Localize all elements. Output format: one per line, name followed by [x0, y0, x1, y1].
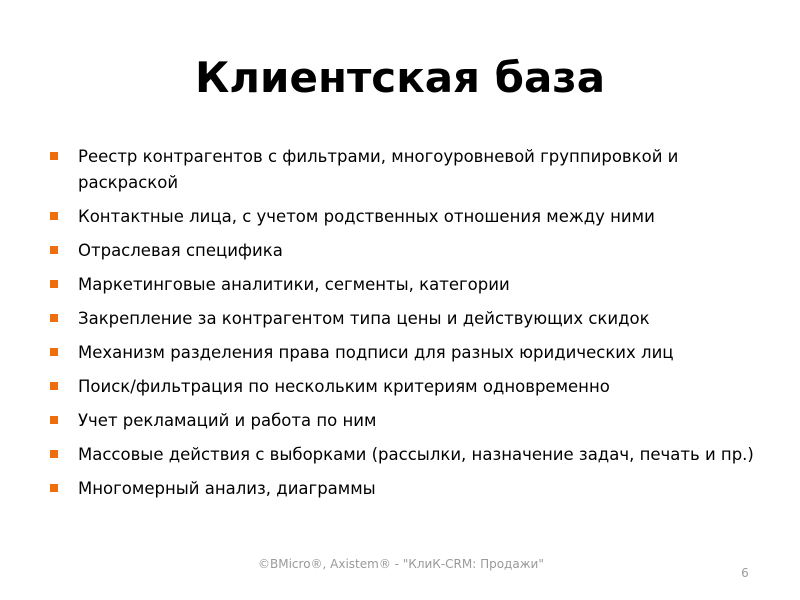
- bullet-item: [48, 442, 760, 468]
- bullet-item: [48, 340, 760, 366]
- slide-title: Клиентская база: [194, 53, 606, 102]
- bullet-text: Многомерный анализ, диаграммы: [78, 479, 376, 498]
- square-bullet-icon: [50, 280, 58, 288]
- footer-copyright: ©BMicro®, Axistem® - "КлиК-CRM: Продажи": [258, 557, 544, 571]
- square-bullet-icon: [50, 314, 58, 322]
- bullet-text: Маркетинговые аналитики, сегменты, категории: [78, 275, 510, 294]
- square-bullet-icon: [50, 416, 58, 424]
- bullet-item: [48, 204, 760, 230]
- square-bullet-icon: [50, 450, 58, 458]
- bullet-item: [48, 476, 760, 502]
- square-bullet-icon: [50, 484, 58, 492]
- slide-number: 6: [741, 566, 749, 580]
- square-bullet-icon: [50, 382, 58, 390]
- bullet-text: Массовые действия с выборками (рассылки, назначение задач, печать и пр.): [78, 445, 754, 464]
- bullet-item: [48, 374, 760, 400]
- square-bullet-icon: [50, 212, 58, 220]
- bullet-item: [48, 272, 760, 298]
- bullet-item: [48, 408, 760, 434]
- bullet-text: Реестр контрагентов с фильтрами, многоуровневой группировкой и раскраской: [78, 147, 679, 192]
- square-bullet-icon: [50, 152, 58, 160]
- bullet-item: [48, 144, 760, 196]
- bullet-text: Поиск/фильтрация по нескольким критериям одновременно: [78, 377, 610, 396]
- bullet-text: Закрепление за контрагентом типа цены и действующих скидок: [78, 309, 650, 328]
- bullet-list: [48, 144, 760, 510]
- square-bullet-icon: [50, 348, 58, 356]
- bullet-text: Отраслевая специфика: [78, 241, 283, 260]
- bullet-text: Учет рекламаций и работа по ним: [78, 411, 377, 430]
- bullet-item: [48, 306, 760, 332]
- bullet-item: [48, 238, 760, 264]
- square-bullet-icon: [50, 246, 58, 254]
- bullet-text: Механизм разделения права подписи для разных юридических лиц: [78, 343, 674, 362]
- bullet-text: Контактные лица, с учетом родственных отношения между ними: [78, 207, 655, 226]
